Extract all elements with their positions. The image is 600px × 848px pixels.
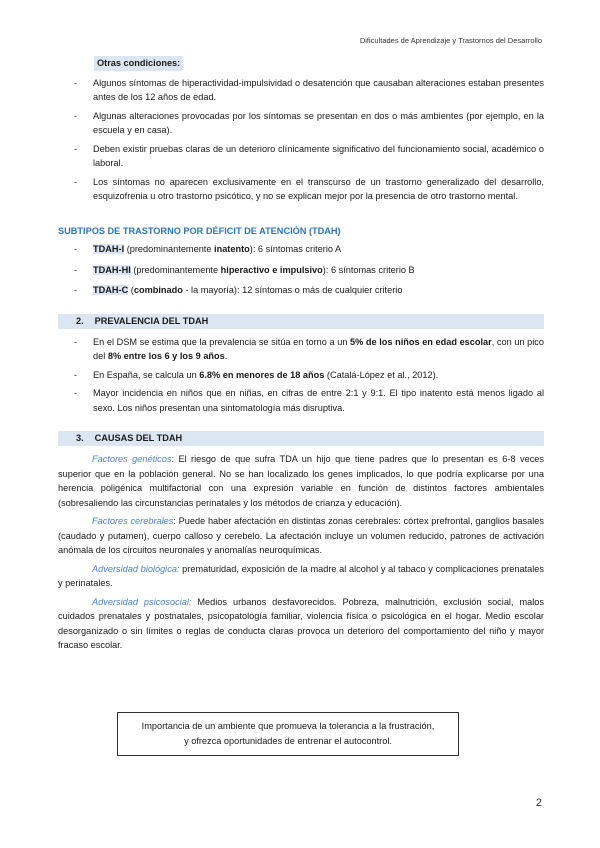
list-item: - Los síntomas no aparecen exclusivamente en el transcurso de un trastorno generalizado del desarrollo, esquizofrenia u otro trastorno psicótico, y no se explican mejor por la presencia de otro trastorno mental. xyxy=(58,175,544,204)
subtipo-bold: inatento xyxy=(214,244,250,254)
section-title: PREVALENCIA DEL TDAH xyxy=(94,315,209,326)
causa-paragraph xyxy=(58,452,544,510)
causa-lead: Adversidad biológica: xyxy=(92,563,180,574)
list-item: - Algunas alteraciones provocadas por los síntomas se presentan en dos o más ambientes (por ejemplo, en la escuela y en casa). xyxy=(58,109,544,138)
subtipos-title: SUBTIPOS DE TRASTORNO POR DÉFICIT DE ATENCIÓN (TDAH) xyxy=(58,225,341,236)
page-number: 2 xyxy=(535,797,542,809)
causa-lead: Factores cerebrales xyxy=(92,516,174,526)
subtipo-item xyxy=(58,283,544,298)
causa-lead: Adversidad psicosocial: xyxy=(92,596,192,607)
text-run: En el DSM se estima que la prevalencia se sitúa en torno a un xyxy=(93,336,351,347)
subtipo-bold: hiperactivo e impulsivo xyxy=(220,264,323,275)
text-run: , con un pico del xyxy=(93,336,544,361)
subtipo-code: TDAH-C xyxy=(93,285,129,295)
list-item: - Algunos síntomas de hiperactividad-impulsividad o desatención que causaban alteraciones estaban presentes antes de los 12 años de edad. xyxy=(58,76,544,105)
list-item: - Mayor incidencia en niños que en niñas, en cifras de entre 2:1 y 9:1. El tipo inatento está menos ligado al sexo. Los niños presentan una sintomatología más disruptiva. xyxy=(58,386,544,415)
main-content xyxy=(58,56,544,657)
bold-run: 8% entre los 6 y los 9 años xyxy=(107,351,225,361)
subtipo-code: TDAH-HI xyxy=(93,264,131,275)
section-title: CAUSAS DEL TDAH xyxy=(94,433,183,443)
subtipo-text: (predominantemente xyxy=(124,244,215,254)
bold-run: 6.8% en menores de 18 años xyxy=(199,369,325,380)
prevalencia-list xyxy=(58,335,544,416)
subtipo-bold: combinado xyxy=(133,285,183,295)
text-run: En España, se calcula un xyxy=(93,369,200,380)
callout-line: y ofrezca oportunidades de entrenar el autocontrol. xyxy=(184,736,392,746)
bold-run: 5% de los niños en edad escolar xyxy=(350,336,492,347)
otras-condiciones-label-row xyxy=(58,56,544,71)
causa-text: : Puede haber afectación en distintas zonas cerebrales: córtex prefrontal, ganglios basales (caudado y putamen), cuerpo calloso y cerebelo. La afectación incluye un volumen reducido, patrones de activación anómala de los circuitos neuronales y anomalías neuroquímicas. xyxy=(58,516,544,555)
list-item xyxy=(58,368,544,383)
causa-paragraph xyxy=(58,514,544,558)
subtipo-text: ): 6 síntomas criterio B xyxy=(322,264,415,275)
section-number: 3. xyxy=(76,433,84,443)
list-item xyxy=(58,335,544,364)
causa-paragraph xyxy=(58,595,544,653)
subtipo-item xyxy=(58,242,544,257)
subtipos-list xyxy=(58,242,544,298)
otras-condiciones-label: Otras condiciones: xyxy=(94,56,183,71)
subtipo-text: - la mayoría): 12 síntomas o más de cualquier criterio xyxy=(182,285,403,295)
section-heading-causas xyxy=(58,431,544,446)
subtipo-item xyxy=(58,263,544,278)
causa-paragraph xyxy=(58,562,544,591)
subtipo-text: ): 6 síntomas criterio A xyxy=(249,244,342,254)
causa-lead: Factores genéticos xyxy=(92,454,172,464)
section-number: 2. xyxy=(76,315,84,326)
subtipo-text: (predominantemente xyxy=(130,264,221,275)
running-header: Dificultades de Aprendizaje y Trastornos del Desarrollo xyxy=(359,36,542,45)
text-run: . xyxy=(224,351,228,361)
callout-line: Importancia de un ambiente que promueva la tolerancia a la frustración, xyxy=(141,721,435,731)
causa-text: Medios urbanos desfavorecidos. Pobreza, malnutrición, exclusión social, malos cuidados prenatales y postnatales, psicopatología familiar, violencia física o psicológica en el hogar. Medio escolar desorganizado o sin límites o reglas de conducta claras provoca un deterioro del comportamiento del niño y mayor fracaso escolar. xyxy=(58,596,544,650)
subtipo-text: ( xyxy=(128,285,134,295)
section-heading-prevalencia xyxy=(58,314,544,329)
list-item: - Deben existir pruebas claras de un deterioro clínicamente significativo del funcionamiento social, académico o laboral. xyxy=(58,142,544,171)
causa-text: : El riesgo de que sufra TDA un hijo que tiene padres que lo presentan es 6-8 veces superior que en la población general. No se han localizado los genes implicados, lo que podría explicarse por una herencia poligénica multifactorial con una expresión variable en función de distintos factores ambientales (sobresaliendo las circunstancias perinatales y los métodos de crianza y educación). xyxy=(58,454,544,508)
text-run: (Catalá-López et al., 2012). xyxy=(324,369,439,380)
causa-text: prematuridad, exposición de la madre al alcohol y al tabaco y complicaciones prenatales y perinatales. xyxy=(58,563,544,588)
otras-condiciones-list xyxy=(58,76,544,204)
subtipo-code: TDAH-I xyxy=(93,244,125,254)
callout-box xyxy=(117,712,459,756)
